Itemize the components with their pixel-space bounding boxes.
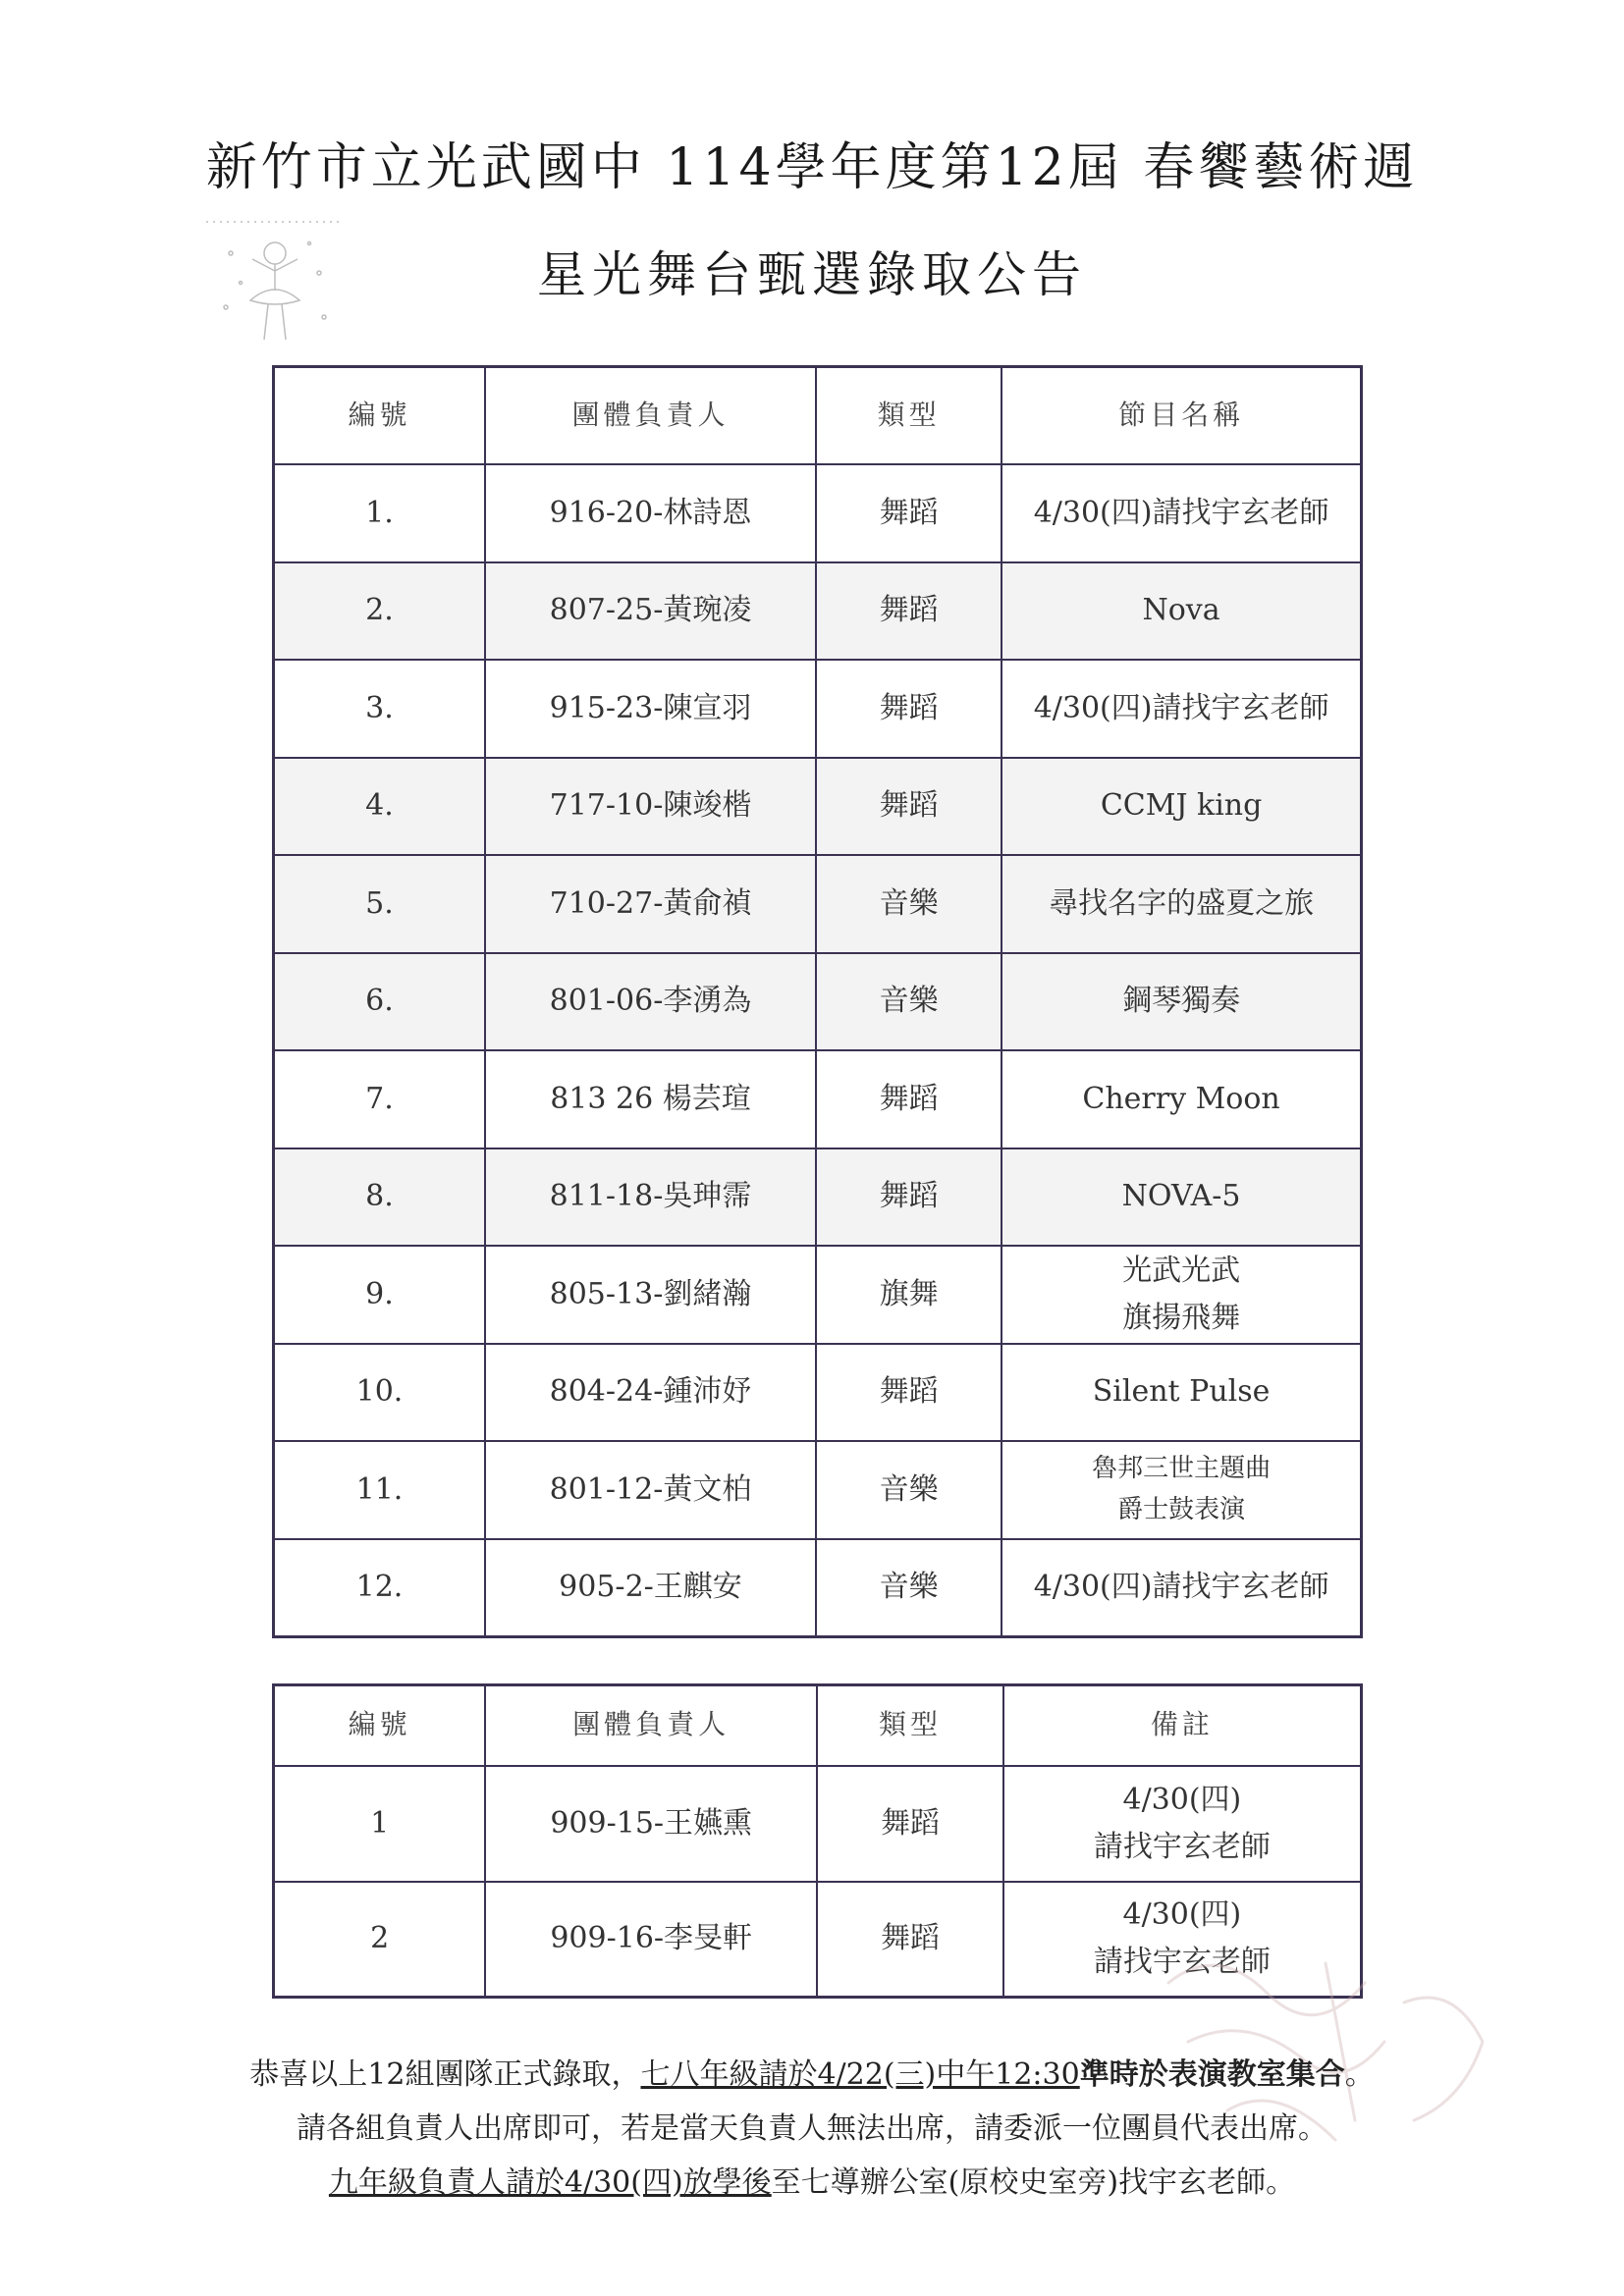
row-number: 2	[274, 1882, 486, 1998]
row-leader: 804-24-鍾沛妤	[485, 1344, 816, 1442]
row-program: 鋼琴獨奏	[1001, 953, 1361, 1051]
table-row	[274, 1441, 1362, 1539]
row-program: 尋找名字的盛夏之旅	[1001, 855, 1361, 953]
row-type: 舞蹈	[816, 1050, 1001, 1148]
row-program: Silent Pulse	[1001, 1344, 1361, 1442]
notice-line-3	[0, 2158, 1624, 2201]
row-number: 9.	[274, 1246, 485, 1344]
row-leader: 811-18-吳珅霈	[485, 1148, 816, 1247]
table-row	[274, 660, 1362, 758]
row-number: 8.	[274, 1148, 485, 1247]
table-row	[274, 464, 1362, 562]
row-number: 3.	[274, 660, 485, 758]
row-program: 光武光武 旗揚飛舞	[1001, 1246, 1361, 1344]
column-header-leader: 團體負責人	[485, 367, 816, 465]
row-type: 舞蹈	[817, 1882, 1003, 1998]
row-program: Nova	[1001, 562, 1361, 661]
row-leader: 801-06-李湧為	[485, 953, 816, 1051]
row-number: 4.	[274, 758, 485, 856]
row-number: 6.	[274, 953, 485, 1051]
column-header-program: 節目名稱	[1001, 367, 1361, 465]
notice-line-2: 請各組負責人出席即可，若是當天負責人無法出席，請委派一位團員代表出席。	[297, 2111, 1327, 2146]
table-header-row	[274, 367, 1362, 465]
row-type: 音樂	[816, 1539, 1001, 1637]
row-type: 舞蹈	[816, 1344, 1001, 1442]
row-number: 7.	[274, 1050, 485, 1148]
row-number: 11.	[274, 1441, 485, 1539]
column-header-number: 編號	[274, 1685, 486, 1766]
table-header-row	[274, 1685, 1362, 1766]
row-number: 5.	[274, 855, 485, 953]
page-title: 新竹市立光武國中 114學年度第12屆 春饗藝術週	[205, 138, 1419, 197]
notice-line-1	[0, 2050, 1624, 2093]
column-header-type: 類型	[817, 1685, 1003, 1766]
row-type: 舞蹈	[816, 562, 1001, 661]
page-subtitle: 星光舞台甄選錄取公告	[537, 246, 1087, 303]
row-type: 舞蹈	[816, 1148, 1001, 1247]
row-leader: 807-25-黃琬凌	[485, 562, 816, 661]
row-note: 4/30(四) 請找宇玄老師	[1003, 1766, 1362, 1882]
row-program: 4/30(四)請找宇玄老師	[1001, 464, 1361, 562]
row-type: 音樂	[816, 855, 1001, 953]
row-program: 魯邦三世主題曲 爵士鼓表演	[1001, 1441, 1361, 1539]
column-header-type: 類型	[816, 367, 1001, 465]
row-number: 1.	[274, 464, 485, 562]
row-leader: 710-27-黃俞禎	[485, 855, 816, 953]
column-header-number: 編號	[274, 367, 485, 465]
row-number: 2.	[274, 562, 485, 661]
row-leader: 717-10-陳竣楷	[485, 758, 816, 856]
table-row	[274, 758, 1362, 856]
row-type: 音樂	[816, 953, 1001, 1051]
table-row	[274, 562, 1362, 661]
row-program: 4/30(四)請找宇玄老師	[1001, 660, 1361, 758]
row-program: 4/30(四)請找宇玄老師	[1001, 1539, 1361, 1637]
row-type: 舞蹈	[816, 464, 1001, 562]
row-program: NOVA-5	[1001, 1148, 1361, 1247]
column-header-note: 備註	[1003, 1685, 1362, 1766]
table-row	[274, 1539, 1362, 1637]
column-header-leader: 團體負責人	[485, 1685, 817, 1766]
table-row	[274, 1766, 1362, 1882]
row-leader: 905-2-王麒安	[485, 1539, 816, 1637]
row-number: 10.	[274, 1344, 485, 1442]
notice-grade9-time: 九年級負責人請於4/30(四)放學後	[328, 2165, 772, 2200]
row-leader: 909-15-王嬿熏	[485, 1766, 817, 1882]
table-row	[274, 1148, 1362, 1247]
row-leader: 915-23-陳宣羽	[485, 660, 816, 758]
table-row	[274, 855, 1362, 953]
row-type: 舞蹈	[816, 660, 1001, 758]
row-leader: 909-16-李旻軒	[485, 1882, 817, 1998]
row-leader: 805-13-劉緒瀚	[485, 1246, 816, 1344]
row-leader: 916-20-林詩恩	[485, 464, 816, 562]
table-row	[274, 1344, 1362, 1442]
notice-grade9-place: 至七導辦公室(原校史室旁)找宇玄老師。	[771, 2165, 1296, 2200]
table-row	[274, 1050, 1362, 1148]
row-leader: 813 26 楊芸瑄	[485, 1050, 816, 1148]
notice-time: 七八年級請於4/22(三)中午12:30	[640, 2057, 1080, 2092]
notice-location: 準時於表演教室集合	[1079, 2057, 1345, 2092]
notice-text: 恭喜以上12組團隊正式錄取，	[249, 2057, 641, 2092]
row-note: 4/30(四) 請找宇玄老師	[1003, 1882, 1362, 1998]
row-number: 1	[274, 1766, 486, 1882]
row-program: Cherry Moon	[1001, 1050, 1361, 1148]
admission-table	[272, 365, 1363, 1638]
notice-period: 。	[1344, 2057, 1375, 2092]
row-number: 12.	[274, 1539, 485, 1637]
row-type: 舞蹈	[816, 758, 1001, 856]
table-row	[274, 1246, 1362, 1344]
row-type: 旗舞	[816, 1246, 1001, 1344]
row-program: CCMJ king	[1001, 758, 1361, 856]
row-type: 音樂	[816, 1441, 1001, 1539]
row-leader: 801-12-黃文柏	[485, 1441, 816, 1539]
row-type: 舞蹈	[817, 1766, 1003, 1882]
table-row	[274, 953, 1362, 1051]
